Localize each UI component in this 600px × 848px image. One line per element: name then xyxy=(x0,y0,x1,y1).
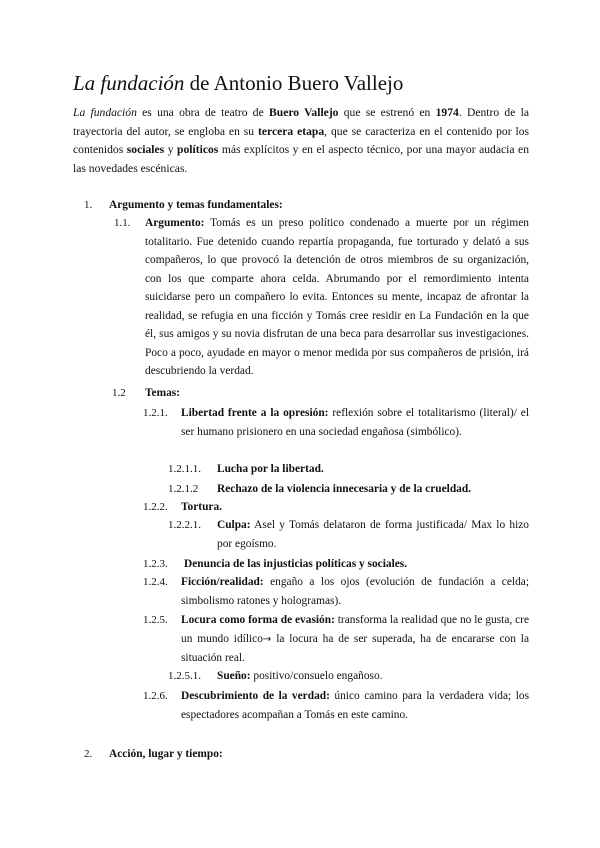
intro-text: es una obra de teatro de xyxy=(136,106,270,119)
section-heading xyxy=(109,745,223,764)
section-paragraph xyxy=(217,516,529,553)
section-paragraph xyxy=(181,687,529,724)
section-number: 1.2.2.1. xyxy=(168,519,201,531)
section-number: 1.2 xyxy=(112,387,126,399)
section-number: 1.2.1. xyxy=(143,407,168,419)
section-text: Asel y Tomás delataron de forma justificada/ Max lo hizo por egoísmo. xyxy=(217,519,529,550)
section-text: reflexión sobre el totalitarismo (literal)/ el ser humano prisionero en una sociedad engañosa (simbólico). xyxy=(181,407,530,438)
section-number: 1.2.2. xyxy=(143,501,168,513)
section-title: Locura como forma de evasión: xyxy=(181,614,335,626)
section-number: 1.1. xyxy=(114,217,131,229)
section-paragraph xyxy=(217,667,529,686)
intro-political: políticos xyxy=(177,143,219,156)
section-heading xyxy=(184,555,407,574)
section-heading xyxy=(109,196,283,215)
section-paragraph xyxy=(181,404,529,441)
section-paragraph xyxy=(145,214,529,381)
section-heading xyxy=(217,480,471,499)
section-text: transforma la realidad que no le gusta, cre un mundo idílico xyxy=(181,614,529,645)
section-heading xyxy=(181,498,222,517)
section-text: único camino para la verdadera vida; los espectadores acompañan a Tomás en este camino. xyxy=(181,690,529,721)
page-title xyxy=(73,70,403,96)
section-number: 2. xyxy=(84,748,93,760)
section-heading xyxy=(217,460,324,479)
section-number: 1. xyxy=(84,199,93,211)
section-number: 1.2.5.1. xyxy=(168,670,201,682)
section-title: Denuncia de las injusticias políticas y sociales. xyxy=(184,558,408,570)
section-title: Ficción/realidad: xyxy=(181,576,264,588)
intro-paragraph xyxy=(73,104,529,178)
section-title: Rechazo de la violencia innecesaria y de la crueldad. xyxy=(217,483,472,495)
intro-text: y xyxy=(164,143,178,156)
intro-text: más explícitos y en el aspecto técnico, por una mayor audacia en las novedades escénicas. xyxy=(73,143,530,175)
intro-stage: tercera etapa xyxy=(258,124,325,138)
section-title: Argumento: xyxy=(145,217,205,229)
section-number: 1.2.1.2 xyxy=(168,483,199,495)
section-title: Temas: xyxy=(145,387,181,399)
section-number: 1.2.6. xyxy=(143,690,168,702)
section-title: Sueño: xyxy=(217,670,251,682)
section-title: Libertad frente a la opresión: xyxy=(181,407,329,419)
intro-year: 1974 xyxy=(435,106,459,119)
section-title: Tortura. xyxy=(181,501,223,513)
section-text: Tomás es un preso político condenado a muerte por un régimen totalitario. Fue detenido cuando repartía propaganda, fue torturado y delató a sus compañeros, lo que provocó la detención de otros miembros de su organización, con los que comparte ahora celda. Abrumando por el remordimiento intenta suicidarse pero un compañero lo evita. Entonces su mente, incapaz de afrontar la realidad, se refugia en una ficción y Tomás cree residir en La Fundación en la que él, sus amigos y su novia disfrutan de una beca para desarrollar sus investigaciones. Poco a poco, ayudade en mayor o menor medida por sus compañeros de prisión, irá descubriendo la verdad. xyxy=(145,217,529,377)
intro-text: que se estrenó en xyxy=(338,106,436,119)
intro-work: La fundación xyxy=(73,106,137,119)
intro-text: . Dentro de la trayectoria del autor, se engloba en su xyxy=(73,106,530,138)
section-title: Argumento y temas fundamentales: xyxy=(109,199,283,211)
arrow-right-icon: → xyxy=(262,633,272,645)
section-paragraph xyxy=(181,611,529,668)
section-number: 1.2.5. xyxy=(143,614,168,626)
section-number: 1.2.4. xyxy=(143,576,168,588)
intro-author: Buero Vallejo xyxy=(269,106,339,119)
intro-text: , que se caracteriza en el contenido por los contenidos xyxy=(73,124,530,156)
section-number: 1.2.3. xyxy=(143,558,168,570)
section-heading xyxy=(145,384,180,403)
section-number: 1.2.1.1. xyxy=(168,463,201,475)
title-rest: de Antonio Buero Vallejo xyxy=(184,71,404,95)
intro-social: sociales xyxy=(126,143,165,156)
section-title: Descubrimiento de la verdad: xyxy=(181,690,330,702)
section-title: Acción, lugar y tiempo: xyxy=(109,748,223,760)
section-title: Lucha por la libertad. xyxy=(217,463,324,475)
section-paragraph xyxy=(181,573,529,610)
section-text: engaño a los ojos (evolución de fundación a celda; simbolismo ratones y hologramas). xyxy=(181,576,529,607)
section-title: Culpa: xyxy=(217,519,251,531)
title-work: La fundación xyxy=(73,71,185,95)
section-text: la locura ha de ser superada, ha de encararse con la situación real. xyxy=(181,632,529,664)
section-text: positivo/consuelo engañoso. xyxy=(250,670,383,682)
